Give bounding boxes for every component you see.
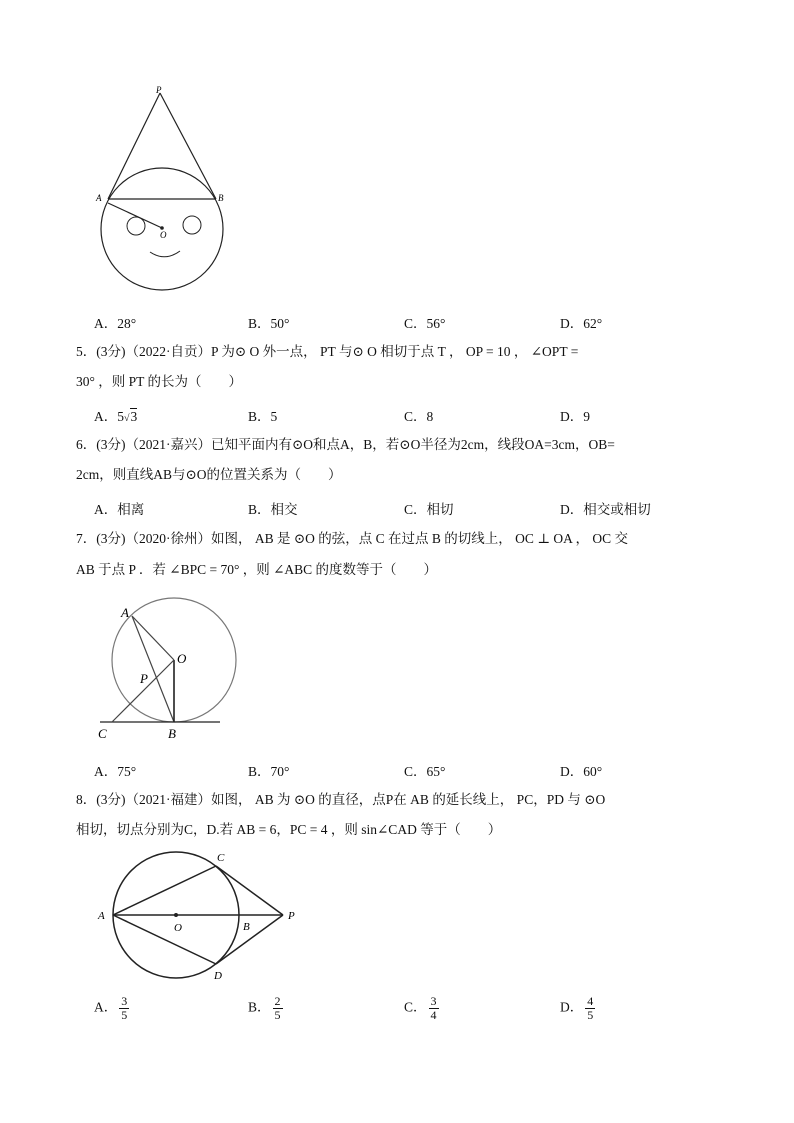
q4-option-b: B．50°: [248, 316, 290, 331]
q7-option-d: D．60°: [560, 764, 603, 779]
q7-label-o: O: [177, 651, 187, 666]
q8-option-b-den: 5: [274, 1008, 281, 1022]
q7-label-b: B: [168, 726, 176, 741]
q5-option-a-radicand: 3: [130, 409, 138, 424]
q8-label-d: D: [214, 970, 222, 982]
q5-stem-line1: 5．(3分)（2022·自贡）P 为⊙ O 外一点， PT 与⊙ O 相切于点 T ， OP = 10 ， ∠OPT =: [76, 344, 579, 359]
q4-label-b: B: [218, 193, 224, 203]
q8-option-a-num: 3: [121, 994, 128, 1008]
q4-label-a: A: [96, 193, 102, 203]
q4-tangent-pb: [160, 93, 216, 199]
q8-option-b-num: 2: [274, 994, 281, 1008]
q8-option-a: [94, 995, 129, 1022]
q8-label-p: P: [288, 910, 295, 922]
q6-option-c: C．相切: [404, 502, 454, 517]
q8-label-o: O: [174, 922, 182, 934]
q8-option-c-prefix: C．: [404, 999, 427, 1015]
q4-mouth: [150, 251, 180, 257]
q6-option-b: B．相交: [248, 502, 298, 517]
q8-label-a: A: [98, 910, 105, 922]
q5-option-b: B．5: [248, 409, 278, 424]
q4-radius-oa: [108, 203, 162, 228]
q8-option-c-num: 3: [430, 994, 437, 1008]
q5-option-a-prefix: A．5: [94, 409, 124, 424]
q7-label-p: P: [140, 671, 148, 686]
q8-option-d-num: 4: [587, 994, 594, 1008]
q5-option-d: D．9: [560, 409, 590, 424]
q8-option-c-fraction: [429, 995, 439, 1022]
q7-label-a: A: [121, 605, 129, 620]
q8-label-b: B: [243, 921, 250, 933]
q4-tangent-pa: [108, 93, 160, 199]
q6-option-d: D．相交或相切: [560, 502, 651, 517]
q6-stem-line1: 6．(3分)（2021·嘉兴）已知平面内有⊙O和点A，B，若⊙O半径为2cm，线段OA=3cm，OB=: [76, 437, 615, 452]
q8-tangent-pc: [216, 866, 283, 915]
q7-figure: [90, 597, 240, 747]
q7-segment-oc: [112, 660, 174, 722]
q8-option-d-fraction: [585, 995, 595, 1022]
q8-option-b-prefix: B．: [248, 999, 271, 1015]
q8-stem-line1: 8．(3分)（2021·福建）如图， AB 为 ⊙O 的直径，点P在 AB 的延长线上， PC，PD 与 ⊙O: [76, 792, 606, 807]
q7-chord-ab: [132, 616, 174, 722]
q7-option-c: C．65°: [404, 764, 446, 779]
q8-option-a-den: 5: [121, 1008, 128, 1022]
q7-option-a: A．75°: [94, 764, 137, 779]
q4-option-c: C．56°: [404, 316, 446, 331]
q8-option-b: [248, 995, 283, 1022]
q8-option-d: [560, 995, 595, 1022]
q4-option-a: A．28°: [94, 316, 137, 331]
q8-figure: [90, 845, 310, 985]
q4-figure: [90, 82, 240, 297]
q8-center-dot: [174, 913, 178, 917]
q8-stem-line2: 相切，切点分别为C，D.若 AB = 6，PC = 4 ，则 sin∠CAD 等于（ ）: [76, 822, 502, 837]
q4-option-d: D．62°: [560, 316, 603, 331]
q8-option-a-fraction: [119, 995, 129, 1022]
q7-label-c: C: [98, 726, 107, 741]
q4-label-o: O: [160, 230, 167, 240]
q6-stem-line2: 2cm，则直线AB与⊙O的位置关系为（ ）: [76, 467, 342, 482]
q4-right-eye: [183, 216, 201, 234]
q8-option-d-den: 5: [587, 1008, 594, 1022]
q8-option-b-fraction: [273, 995, 283, 1022]
q4-label-p: P: [156, 85, 162, 95]
q5-option-a: A．5√3: [94, 409, 138, 424]
q5-option-c: C．8: [404, 409, 434, 424]
q8-option-a-prefix: A．: [94, 999, 118, 1015]
q8-option-d-prefix: D．: [560, 999, 584, 1015]
q7-segment-oa: [132, 616, 174, 660]
q8-option-c: [404, 995, 439, 1022]
q7-stem-line1: 7．(3分)（2020·徐州）如图， AB 是 ⊙O 的弦，点 C 在过点 B 的切线上， OC ⊥ OA ， OC 交: [76, 531, 629, 546]
q4-left-eye: [127, 217, 145, 235]
q6-option-a: A．相离: [94, 502, 145, 517]
q7-stem-line2: AB 于点 P ．若 ∠BPC = 70° ，则 ∠ABC 的度数等于（ ）: [76, 562, 438, 577]
q8-label-c: C: [217, 852, 225, 864]
q7-option-b: B．70°: [248, 764, 290, 779]
q5-stem-line2: 30° ，则 PT 的长为（ ）: [76, 374, 243, 389]
q8-option-c-den: 4: [430, 1008, 437, 1022]
